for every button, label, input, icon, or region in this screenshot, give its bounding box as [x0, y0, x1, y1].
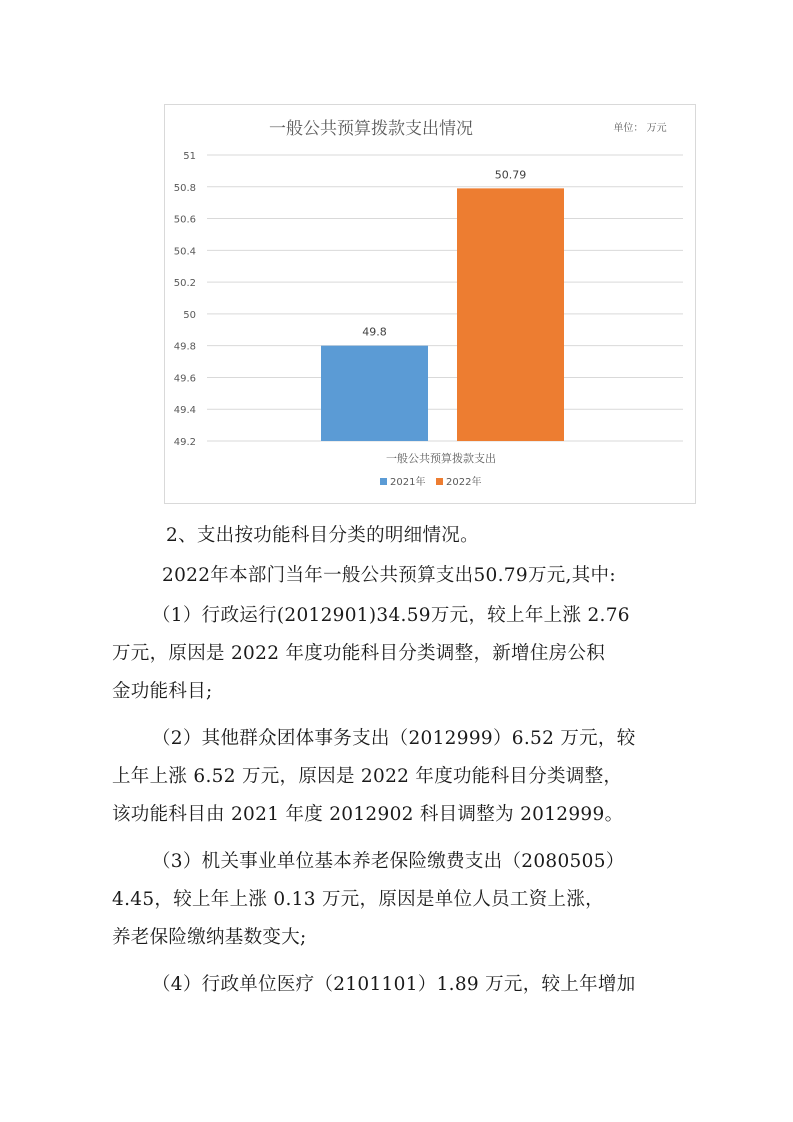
legend-entry: 2022年	[446, 477, 482, 488]
heading-line: 2、支出按功能科目分类的明细情况。	[166, 525, 479, 546]
item-3-paragraph	[112, 843, 682, 957]
chart-bars	[321, 188, 564, 441]
item-2-line-2: 上年上涨 6.52 万元，原因是 2022 年度功能科目分类调整，	[112, 766, 623, 787]
item-3-line-1: （3）机关事业单位基本养老保险缴费支出（2080505）	[152, 851, 625, 872]
item-1-line-1: （1）行政运行(2012901)34.59万元，较上年上涨 2.76	[152, 605, 630, 626]
legend-entry: 2021年	[390, 477, 426, 488]
chart-svg	[165, 105, 695, 503]
item-2-line-1: （2）其他群众团体事务支出（2012999）6.52 万元，较	[152, 728, 636, 749]
intro-line: 2022年本部门当年一般公共预算支出50.79万元,其中:	[162, 565, 616, 586]
chart-unit-label: 单位： 万元	[613, 123, 667, 134]
y-tick-label: 49.8	[173, 341, 196, 353]
data-label: 49.8	[362, 325, 387, 339]
y-tick-label: 49.2	[173, 437, 196, 448]
item-1-line-3: 金功能科目;	[112, 681, 213, 702]
legend-swatch	[380, 478, 387, 485]
y-tick-label: 49.4	[173, 405, 196, 417]
chart-category-label: 一般公共预算拨款支出	[386, 452, 496, 465]
item-1-line-2: 万元，原因是 2022 年度功能科目分类调整，新增住房公积	[112, 643, 606, 664]
intro-paragraph	[112, 557, 682, 595]
chart-gridlines	[207, 155, 683, 441]
item-1-paragraph	[112, 597, 682, 711]
item-2-line-3: 该功能科目由 2021 年度 2012902 科目调整为 2012999。	[112, 804, 624, 825]
data-label: 50.79	[494, 168, 527, 182]
y-tick-label: 50.4	[173, 246, 196, 258]
y-tick-label: 50.2	[173, 278, 196, 290]
item-4-line-1: （4）行政单位医疗（2101101）1.89 万元，较上年增加	[152, 974, 636, 995]
y-tick-label: 49.6	[173, 373, 196, 385]
item-2-paragraph	[112, 720, 682, 834]
chart-legend	[380, 475, 481, 488]
y-tick-label: 51	[183, 151, 196, 162]
budget-chart	[164, 104, 696, 504]
y-tick-label: 50	[183, 309, 196, 321]
bar-2022年	[457, 188, 564, 441]
section-heading	[112, 517, 682, 555]
y-tick-label: 50.6	[173, 214, 196, 226]
y-tick-label: 50.8	[173, 182, 196, 194]
chart-y-axis	[174, 151, 196, 448]
item-4-paragraph	[112, 966, 682, 1004]
item-3-line-2: 4.45，较上年上涨 0.13 万元，原因是单位人员工资上涨，	[112, 889, 604, 910]
chart-title: 一般公共预算拨款支出情况	[269, 119, 473, 139]
legend-swatch	[436, 478, 443, 485]
item-3-line-3: 养老保险缴纳基数变大;	[112, 927, 307, 948]
bar-2021年	[321, 346, 428, 441]
